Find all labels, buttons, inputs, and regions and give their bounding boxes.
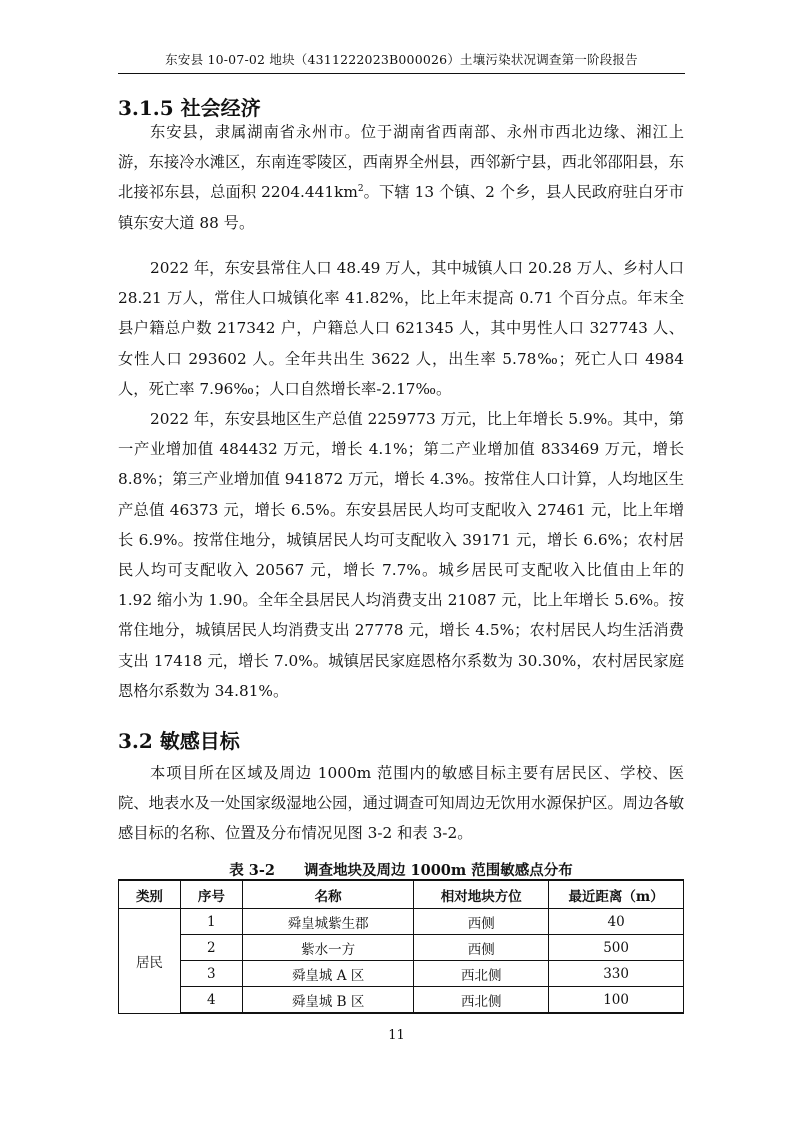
cell-name: 紫水一方 <box>242 935 414 961</box>
cell-name: 舜皇城 B 区 <box>242 987 414 1014</box>
table-row <box>119 987 684 1014</box>
column-header-distance: 最近距离（m） <box>549 880 684 909</box>
cell-distance: 40 <box>549 909 684 935</box>
paragraph-county-overview <box>118 117 684 238</box>
column-header-category: 类别 <box>119 880 181 909</box>
area-unit-superscript: 2 <box>357 184 364 195</box>
table-header-row <box>119 880 684 909</box>
cell-name: 舜皇城 A 区 <box>242 961 414 987</box>
section-heading-sensitive-targets: 3.2 敏感目标 <box>118 729 240 753</box>
paragraph-population: 2022 年，东安县常住人口 48.49 万人，其中城镇人口 20.28 万人、乡村人口 28.21 万人，常住人口城镇化率 41.82%，比上年末提高 0.71 个百分点。年末全县户籍总户数 217342 户，户籍总人口 621345 人，其中男性人口 327743 人、女性人口 293602 人。全年共出生 3622 人，出生率 5.78‰；死亡人口 4984 人，死亡率 7.96‰；人口自然增长率-2.17‰。 <box>118 259 684 398</box>
category-cell-residential: 居民 <box>119 909 181 1014</box>
cell-index: 2 <box>180 935 242 961</box>
cell-index: 1 <box>180 909 242 935</box>
cell-direction: 西北侧 <box>414 961 549 987</box>
column-header-name: 名称 <box>242 880 414 909</box>
paragraph-county-overview-text-end: 。下辖 13 个镇、2 个乡，县人民政府驻白牙市镇东安大道 88 号。 <box>118 183 684 232</box>
table-row <box>119 909 684 935</box>
cell-direction: 西北侧 <box>414 987 549 1014</box>
cell-direction: 西侧 <box>414 935 549 961</box>
page-header: 东安县 10-07-02 地块（4311222023B000026）土壤污染状况调查第一阶段报告 <box>165 52 638 67</box>
cell-name: 舜皇城紫生郡 <box>242 909 414 935</box>
cell-distance: 500 <box>549 935 684 961</box>
table-row <box>119 961 684 987</box>
paragraph-county-overview-text: 东安县，隶属湖南省永州市。位于湖南省西南部、永州市西北边缘、湘江上游，东接冷水滩区，东南连零陵区，西南界全州县，西邻新宁县，西北邻邵阳县，东北接祁东县，总面积 2204.441km <box>118 123 684 202</box>
paragraph-economy: 2022 年，东安县地区生产总值 2259773 万元，比上年增长 5.9%。其中，第一产业增加值 484432 万元，增长 4.1%；第二产业增加值 833469 万元，增长 8.8%；第三产业增加值 941872 万元，增长 4.3%。按常住人口计算，人均地区生产总值 46373 元，增长 6.5%。东安县居民人均可支配收入 27461 元，比上年增长 6.9%。按常住地分，城镇居民人均可支配收入 39171 元，增长 6.6%；农村居民人均可支配收入 20567 元，增长 7.7%。城乡居民可支配收入比值由上年的 1.92 缩小为 1.90。全年全县居民人均消费支出 21087 元，比上年增长 5.6%。按常住地分，城镇居民人均消费支出 27778 元，增长 4.5%；农村居民人均生活消费支出 17418 元，增长 7.0%。城镇居民家庭恩格尔系数为 30.30%，农村居民家庭恩格尔系数为 34.81%。 <box>118 410 684 700</box>
cell-direction: 西侧 <box>414 909 549 935</box>
column-header-index: 序号 <box>180 880 242 909</box>
page-number: 11 <box>388 1028 405 1043</box>
sensitive-points-table <box>118 879 684 1014</box>
table-row <box>119 935 684 961</box>
cell-distance: 330 <box>549 961 684 987</box>
column-header-direction: 相对地块方位 <box>414 880 549 909</box>
cell-distance: 100 <box>549 987 684 1014</box>
cell-index: 3 <box>180 961 242 987</box>
cell-index: 4 <box>180 987 242 1014</box>
header-divider <box>118 73 685 74</box>
section-heading-social-economy: 3.1.5 社会经济 <box>118 96 261 120</box>
paragraph-sensitive-targets: 本项目所在区域及周边 1000m 范围内的敏感目标主要有居民区、学校、医院、地表水及一处国家级湿地公园，通过调查可知周边无饮用水源保护区。周边各敏感目标的名称、位置及分布情况见图 3-2 和表 3-2。 <box>118 764 684 843</box>
table-caption: 表 3-2 调查地块及周边 1000m 范围敏感点分布 <box>229 862 573 879</box>
